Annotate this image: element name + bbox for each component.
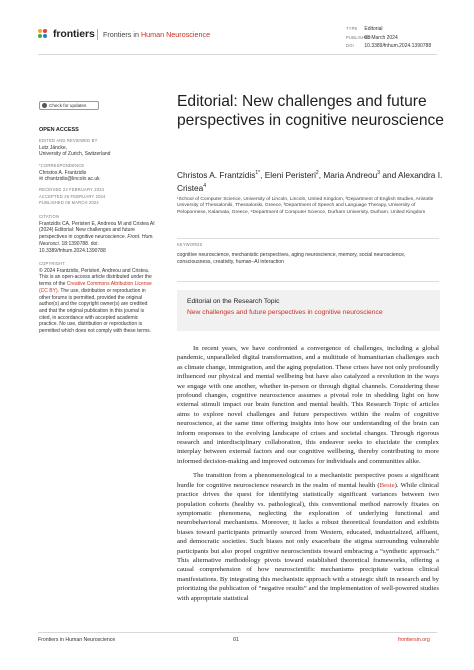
editor-name: Lutz Jäncke, [39, 144, 68, 151]
copyright-body [39, 268, 157, 335]
author-2[interactable]: , Eleni Peristeri [260, 169, 316, 180]
author-1-sup: 1* [255, 170, 261, 176]
footer-divider [38, 632, 437, 633]
header-divider [38, 54, 437, 55]
keywords-label: KEYWORDS [177, 242, 203, 247]
research-topic-label: Editorial on the Research Topic [187, 298, 280, 305]
article-title: Editorial: New challenges and future perspectives in cognitive neuroscience [177, 93, 444, 129]
cc-license-link[interactable]: Creative Commons Attribution License (CC BY) [39, 281, 152, 294]
dates-block [39, 187, 157, 207]
footer-journal: Frontiers in Human Neuroscience [38, 637, 116, 643]
citation-block [39, 214, 157, 254]
citation-body [39, 221, 157, 255]
published-text: PUBLISHED 08 MARCH 2024 [39, 200, 99, 206]
meta-published [346, 34, 431, 43]
editor-label: EDITED AND REVIEWED BY [39, 138, 98, 143]
published-date [39, 200, 157, 207]
article-meta [346, 25, 431, 51]
author-3-sup: 3 [377, 170, 381, 176]
paragraph-2-text-a: The transition from a phenomenological to a mechanistic perspective poses a significant hurdle for cognitive neuroscience research in the realm of mental health ( [177, 472, 439, 489]
article-body [177, 344, 439, 608]
accepted-date [39, 194, 157, 201]
frontiers-logo[interactable] [38, 28, 95, 40]
check-updates-label: Check for updates [49, 103, 87, 108]
keywords-list: cognitive neuroscience, mechanistic perspectives, aging neuroscience, memory, social neuroscience, consciousness, creativity, human–AI interaction [177, 252, 406, 266]
research-topic-link[interactable]: New challenges and future perspectives in cognitive neuroscience [187, 309, 383, 316]
meta-type-value: Editorial [364, 26, 383, 32]
paragraph-2-text-b: ). While clinical practice drives the quest for identifying statistically significant variances between two population cohorts (healthy vs. pathological), this conventional method narrowly fixates on symptomatic phenomena, neglecting the exploration of underlying functional and neurobehavioral mechanisms. Moreover, it lacks a robust theoretical foundation and exhibits biases toward participants primarily sourced from Western, educated, industrialized, affluent, and democratic societies. Such biases not only exacerbate the stigma surrounding vulnerable participants but also propel cognitive neuroscientists toward embracing a “synthetic approach.” This alternative methodology pivots toward established theoretical frameworks, offering a causal comprehension of how neuroscientific mechanisms precipitate various clinical manifestations. By integrating this mechanistic approach with a strategic shift in research and by prioritizing the publication of “negative results” and the implementation of well-powered studies with appropriate statistical [177, 481, 439, 602]
open-access-label [39, 127, 157, 134]
author-1[interactable]: Christos A. Frantzidis [177, 169, 256, 180]
meta-doi-label: DOI [346, 43, 354, 49]
keywords-divider-bottom [177, 281, 439, 282]
paragraph-2 [177, 471, 439, 603]
frontiers-logo-icon [38, 29, 49, 40]
header-separator [97, 29, 98, 40]
copyright-label: COPYRIGHT [39, 261, 66, 266]
meta-type [346, 25, 431, 34]
received-text: RECEIVED 23 FEBRUARY 2024 [39, 187, 105, 192]
journal-name: Human Neuroscience [140, 30, 211, 39]
journal-prefix: Frontiers in [103, 30, 139, 39]
meta-doi [346, 42, 431, 51]
meta-published-value: 08 March 2024 [364, 34, 398, 41]
meta-doi-value[interactable]: 10.3389/fnhum.2024.1390788 [364, 43, 432, 50]
check-updates-icon [42, 103, 47, 108]
author-4-sup: 4 [203, 182, 207, 189]
correspondence-block [39, 163, 157, 183]
author-list [177, 168, 447, 194]
check-for-updates-button[interactable] [39, 101, 99, 110]
citation-journal: Front. Hum. Neurosci. [39, 234, 154, 247]
copyright-block [39, 261, 157, 335]
citation-text: Frantzidis CA, Peristeri E, Andreou M and Cristea AI (2024) Editorial: New challenges and future perspectives in cognitive neuroscience. [39, 220, 155, 241]
editor-affiliation: University of Zurich, Switzerland [39, 151, 111, 158]
author-4[interactable]: and Alexandra I. Cristea [177, 169, 443, 193]
research-topic-box [177, 290, 440, 331]
editor-block [39, 138, 157, 158]
footer-site-link[interactable]: frontiersin.org [398, 637, 430, 643]
meta-published-label: PUBLISHED [346, 34, 372, 40]
correspondence-name: Christos A. Frantzidis [39, 169, 87, 176]
citation-label: CITATION [39, 214, 60, 219]
page-number: 01 [233, 637, 239, 643]
author-3[interactable]: , Maria Andreou [318, 169, 378, 180]
open-access-text: OPEN ACCESS [39, 127, 79, 133]
affiliations: ¹School of Computer Science, University of Lincoln, Lincoln, United Kingdom, ²Department of English Studies, Aristotle University of Thessaloniki, Thessaloniki, Greece, ³Department of Speech and Language Therapy, University of Peloponnese, Kalamata, Greece, ⁴Department of Computer Science, Durham University, Durham, United Kingdom [177, 197, 434, 215]
correspondence-email[interactable]: ✉ cfrantzidis@lincoln.ac.uk [39, 176, 100, 183]
copyright-text-1: © 2024 Frantzidis, Peristeri, Andreou and Cristea. This is an open-access article distributed under the terms of the [39, 267, 152, 288]
journal-title[interactable] [103, 30, 210, 39]
citation-link-beste[interactable]: Beste [379, 481, 395, 489]
paragraph-1: In recent years, we have confronted a convergence of challenges, including a global pandemic, unparalleled digital transformation, and a multitude of humanitarian challenges such as climate change, immigration, and the aging population. These crises have not only profoundly influenced our physical and mental wellbeing but have also catalyzed a revolution in the ways we engage with one another, whether in-person or through digital channels. Considering these profound changes, cognitive neuroscience assumes a pivotal role in shedding light on how external stimuli impact our brain function and mental health. This Research Topic of articles aims to explore novel challenges and future perspectives within the realm of cognitive neuroscience, at the same time offering insights into how our understanding of the brain can inform responses to the evolving landscape of crises and societal changes. Through rigorous research and interdisciplinary collaboration, this endeavor seeks to elucidate the complex interplay between external factors and our cognitive wellbeing, thereby contributing to more informed decision-making and improved outcomes for individuals and communities alike. [177, 345, 439, 465]
citation-ref: 18:1390788. [61, 240, 90, 247]
frontiers-logo-text: frontiers [53, 28, 95, 40]
accepted-text: ACCEPTED 26 FEBRUARY 2024 [39, 193, 106, 199]
received-date [39, 187, 157, 194]
citation-doi[interactable]: doi: 10.3389/fnhum.2024.1390788 [39, 240, 106, 254]
meta-type-label: TYPE [346, 26, 358, 31]
copyright-text-2: . The use, distribution or reproduction in other forums is permitted, provided the original author(s) and the copyright owner(s) are credited and that the original publication in this journal is cited, in accordance with accepted academic practice. No use, distribution or reproduction is permitted which does not comply with these terms. [39, 287, 151, 335]
keywords-divider-top [177, 238, 439, 239]
correspondence-label: *CORRESPONDENCE [39, 163, 85, 168]
author-2-sup: 2 [315, 170, 319, 176]
